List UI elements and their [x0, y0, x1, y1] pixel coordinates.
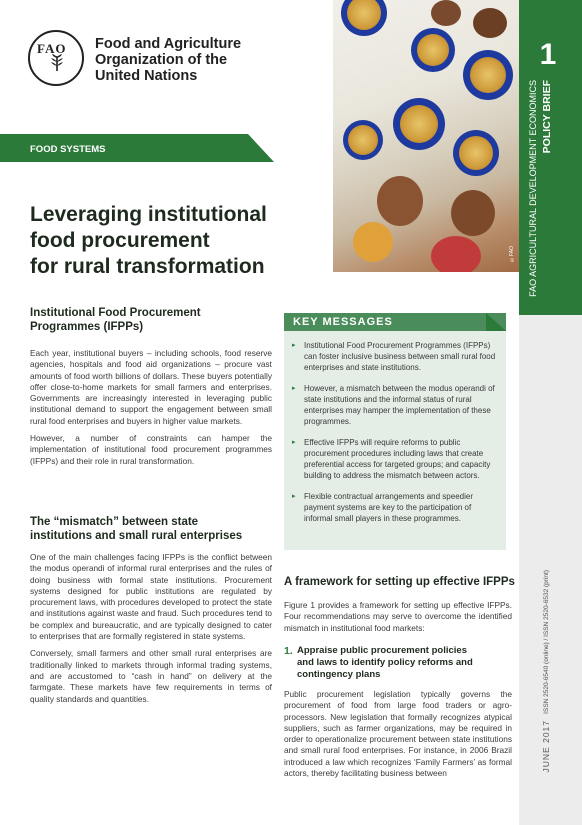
heading-line: The “mismatch” between state	[30, 516, 199, 528]
brief-label: POLICY BRIEF	[541, 80, 553, 154]
section-body	[284, 600, 512, 640]
series-label: FAO AGRICULTURAL DEVELOPMENT ECONOMICS	[528, 80, 538, 297]
title-line: food procurement	[30, 229, 210, 252]
food-shape	[417, 34, 449, 66]
paragraph: Conversely, small farmers and other small rural enterprises are traditionally linked to markets through informal trading systems, and are accustomed to “cash in hand” on delivery at the farmgate. These markets have few requirements in terms of quality standards and quantities.	[30, 648, 272, 704]
child-figure	[473, 8, 507, 38]
key-message-text: Institutional Food Procurement Programmes (IFPPs) can foster inclusive business between small rural food enterprises and state institutions.	[304, 341, 496, 372]
key-message-text: Flexible contractual arrangements and speedier payment systems are key to the participation of informal small players in these programmes.	[304, 492, 473, 523]
heading-line: Appraise public procurement policies	[297, 645, 467, 656]
org-name-line: Organization of the	[95, 52, 228, 68]
heading-line: contingency plans	[297, 669, 381, 680]
triangle-bullet-icon: ▸	[292, 342, 296, 349]
title-line: Leveraging institutional	[30, 203, 267, 226]
brief-number: 1	[539, 38, 557, 71]
food-shape	[470, 57, 506, 93]
section-heading: A framework for setting up effective IFPPs	[284, 576, 515, 588]
key-messages-list	[292, 340, 498, 534]
category-label: FOOD SYSTEMS	[30, 144, 106, 155]
section-heading	[30, 515, 280, 543]
logo-letters: FAO	[37, 41, 67, 56]
wheat-icon	[42, 52, 72, 72]
issn-label: ISSN 2520-6540 (online) / ISSN 2520-6532 (print)	[543, 570, 550, 714]
triangle-bullet-icon: ▸	[292, 439, 296, 446]
heading-line: Institutional Food Procurement	[30, 307, 201, 319]
food-shape	[459, 136, 493, 170]
triangle-bullet-icon: ▸	[292, 385, 296, 392]
child-figure	[451, 190, 495, 236]
key-message-item	[292, 340, 498, 373]
food-shape	[400, 105, 438, 143]
child-figure	[431, 0, 461, 26]
publication-date: JUNE 2017	[541, 720, 551, 773]
photo-credit: ©FAO	[509, 245, 515, 262]
section-heading	[30, 306, 270, 334]
heading-line: Programmes (IFPPs)	[30, 321, 144, 333]
page-title	[30, 202, 320, 280]
recommendation-heading	[297, 645, 512, 681]
key-message-item	[292, 491, 498, 524]
paragraph: One of the main challenges facing IFPPs is the conflict between the modus operandi of informal rural enterprises and the rules of doing business with formal state institutions. Procurement systems designed for public institutions are regulated by procurement laws, with procedures developed to protect the state and institutions against waste and fraud. Such procedures tend to be complex and bureaucratic, and are typically designed to cater to enterprises that are formally registered in state systems.	[30, 552, 272, 642]
child-figure	[431, 236, 481, 272]
fao-logo	[28, 30, 84, 86]
paragraph: Figure 1 provides a framework for setting up effective IFPPs. Four recommendations may serve to overcome the identified mismatch in institutional food markets:	[284, 600, 512, 633]
key-messages-title: KEY MESSAGES	[293, 316, 393, 328]
key-message-text: Effective IFPPs will require reforms to public procurement procedures including laws that create preferential access for targeted groups; and capacity building to address the mismatch between actors.	[304, 438, 491, 480]
child-figure	[377, 176, 423, 226]
section-body	[30, 552, 272, 711]
cover-photo	[333, 0, 519, 272]
child-figure	[353, 222, 393, 262]
key-message-text: However, a mismatch between the modus operandi of state institutions and the informal status of rural enterprises may hamper the implementation of these programmes.	[304, 384, 495, 426]
paragraph: Public procurement legislation typically governs the procurement of food from large food traders or agro-processors. New legislation that formally recognizes atypical suppliers, such as farmer organizations, may be required in order to operationalize procurement between state institutions and small rural food enterprises. For instance, in 2006 Brazil introduced a law which recognizes ‘Family Farmers’ as formal actors, thereby facilitating business between	[284, 689, 512, 779]
heading-line: and laws to identify policy reforms and	[297, 657, 473, 668]
triangle-bullet-icon: ▸	[292, 493, 296, 500]
section-body	[30, 348, 272, 473]
organization-name	[95, 36, 295, 84]
title-line: for rural transformation	[30, 255, 265, 278]
recommendation-number: 1.	[284, 645, 293, 657]
key-message-item	[292, 383, 498, 427]
section-body	[284, 689, 512, 785]
org-name-line: Food and Agriculture	[95, 36, 242, 52]
food-shape	[348, 125, 378, 155]
org-name-line: United Nations	[95, 68, 198, 84]
paragraph: Each year, institutional buyers – including schools, food reserve agencies, hospitals and food aid organizations – procure vast amounts of food worth billions of dollars. These buyers potentially offer close-to-home markets for small farmers and enterprises. Governments are increasingly interested in leveraging public institutional demand to support the engagement between small rural food enterprises and buyers in higher value markets.	[30, 348, 272, 426]
paragraph: However, a number of constraints can hamper the implementation of institutional food procurement programmes (IFPPs) and their role in rural transformation.	[30, 433, 272, 466]
heading-line: institutions and small rural enterprises	[30, 530, 243, 542]
key-message-item	[292, 437, 498, 481]
